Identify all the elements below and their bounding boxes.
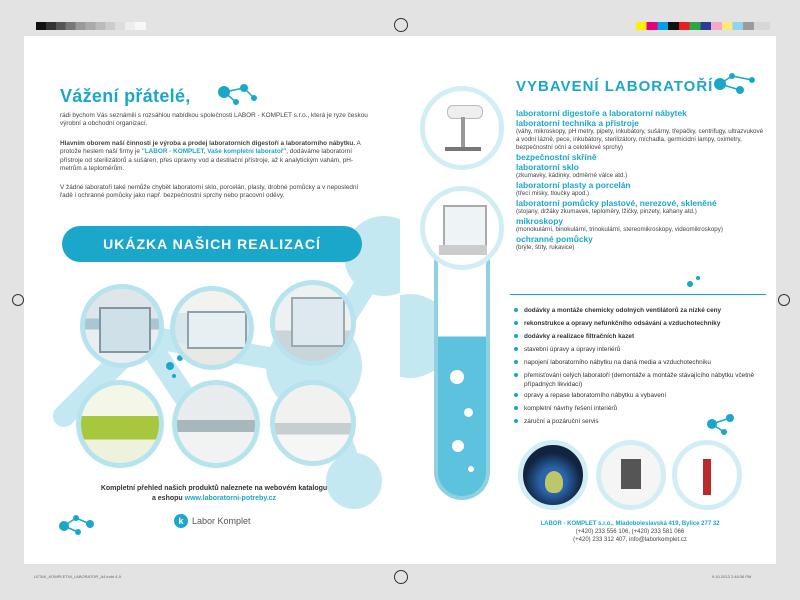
service-item xyxy=(514,332,764,345)
bullet-icon xyxy=(514,321,518,325)
stool-seat-shape xyxy=(447,105,483,119)
service-item xyxy=(514,358,764,371)
category-desc: (zkumavky, kádinky, odměrné válce atd.) xyxy=(516,172,628,179)
category-desc: (váhy, mikroskopy, pH metry, pipety, inkubátory, sušárny, třepačky, centrifugy, ultrazvukové a vodní lázně, pece, inkubátory, sterilizátory, míchadla, germicidní lampy, oximetry, bezpečnostní oční a celotělové sprchy) xyxy=(516,128,764,151)
fume-hood-shape xyxy=(99,307,151,353)
intro-paragraph: rádi bychom Vás seznámili s rozsáhlou nabídkou společnosti LABOR - KOMPLET s.r.o., která je ryze českou výrobní a obchodní organizací. xyxy=(60,112,368,128)
bullet-icon xyxy=(514,393,518,397)
catalog-line-1: Kompletní přehled našich produktů naleznete na webovém katalogu xyxy=(100,485,328,492)
realization-photo-3 xyxy=(270,280,356,366)
category-list xyxy=(516,108,766,252)
equipment-paragraph: V žádné laboratoři také nemůže chybět laboratorní sklo, porcelán, plasty, drobné pomůcky a v neposlední řadě i ochranné pomůcky jako např. bezpečnostní sprchy nebo pracovní oděvy. xyxy=(60,184,359,200)
bullet-icon xyxy=(514,373,518,377)
catalog-url-link[interactable]: www.laboratorni-potreby.cz xyxy=(184,495,277,502)
service-text: stavební úpravy a úpravy interiérů xyxy=(524,346,621,353)
stool-base-shape xyxy=(445,147,481,151)
stirrer-device-image xyxy=(596,440,666,510)
category-item xyxy=(516,152,766,162)
category-desc: (stojany, držáky zkumavek, teploměry, lžičky, pinzety, kahany atd.) xyxy=(516,208,697,215)
main-activity-paragraph xyxy=(60,140,370,174)
company-address: LABOR - KOMPLET s.r.o., Mladoboleslavská 419, Bylice 277 32 xyxy=(540,521,720,527)
service-item xyxy=(514,345,764,358)
service-item xyxy=(514,306,764,319)
service-text: dodávky a montáže chemicky odolných ventilátorů za nízké ceny xyxy=(524,307,722,314)
divider-line xyxy=(510,294,766,295)
catalog-prefix: a eshopu xyxy=(151,495,185,502)
greeting-heading: Vážení přátelé, xyxy=(60,86,191,106)
company-phone: (+420) 233 556 106, (+420) 233 581 066 xyxy=(575,529,685,535)
category-item xyxy=(516,108,766,118)
test-tube-graphic xyxy=(434,230,490,500)
tube-bubble xyxy=(452,440,464,452)
service-item xyxy=(514,319,764,332)
hood-window-shape xyxy=(291,297,345,347)
equipment-heading: VYBAVENÍ LABORATOŘÍ xyxy=(516,78,714,95)
category-item xyxy=(516,216,766,234)
glassware-image xyxy=(518,440,588,510)
service-text: napojení laboratorního nábytku na daná media a vzduchotechniku xyxy=(524,359,711,366)
registration-mark-left xyxy=(12,294,24,306)
registration-mark-right xyxy=(778,294,790,306)
realization-photo-1 xyxy=(80,284,164,368)
left-page xyxy=(24,36,400,564)
cabinet-shape xyxy=(187,311,247,349)
analytical-balance-image xyxy=(420,186,504,270)
balance-shape xyxy=(443,205,487,249)
service-text: záruční a pozáruční servis xyxy=(524,418,599,425)
service-text: dodávky a realizace filtračních kazet xyxy=(524,333,635,340)
tube-bubble xyxy=(464,408,473,417)
category-desc: (třecí misky, tloučky apod.) xyxy=(516,190,590,197)
realizations-banner-text: UKÁZKA NAŠICH REALIZACÍ xyxy=(103,236,321,252)
date-slug: 9.10.2013 2:48:36 PM xyxy=(712,574,752,579)
service-item xyxy=(514,371,764,391)
catalog-info xyxy=(64,484,364,504)
category-title: mikroskopy xyxy=(516,216,564,226)
registration-mark-bottom xyxy=(394,570,408,584)
category-title: laboratorní pomůcky plastové, nerezové, skleněné xyxy=(516,198,717,208)
service-item xyxy=(514,404,764,417)
company-slogan: "LABOR - KOMPLET, Vaše kompletní laboratoř" xyxy=(141,148,287,156)
burner-shape xyxy=(703,459,711,495)
service-item xyxy=(514,391,764,404)
company-contact xyxy=(500,520,760,544)
bullet-icon xyxy=(514,308,518,312)
category-title: laboratorní technika a přístroje xyxy=(516,118,639,128)
service-item xyxy=(514,417,764,430)
balance-base-shape xyxy=(439,245,487,255)
logo-text: Labor Komplet xyxy=(192,516,251,526)
activity-bold-text: Hlavním oborem naší činnosti je výroba a prodej laboratorních digestoří a laboratorního nábytku. xyxy=(60,140,356,147)
category-title: laboratorní plasty a porcelán xyxy=(516,180,631,190)
right-page xyxy=(400,36,776,564)
bullet-icon xyxy=(514,360,518,364)
service-text: rekonstrukce a opravy nefunkčního odsávání a vzduchotechniky xyxy=(524,320,721,327)
flask-shape xyxy=(545,471,563,493)
service-text: kompletní návrhy řešení interiérů xyxy=(524,405,618,412)
category-title: laboratorní digestoře a laboratorní nábytek xyxy=(516,108,687,118)
category-item xyxy=(516,180,766,198)
category-title: laboratorní sklo xyxy=(516,162,579,172)
category-item xyxy=(516,162,766,180)
activity-rest-text: , dodáváme laboratorní přístroje od sterilizátorů a sušáren, přes úpravny vod a destilační přístroje, až k analytickým vahám, pH-metrům a teploměrům. xyxy=(60,148,354,173)
catalog-line-2 xyxy=(64,494,364,504)
logo-mark-icon: k xyxy=(174,514,188,528)
service-text: přemisťování celých laboratoří (demontáže a montáže stávajícího nábytku včetně případných likvidací) xyxy=(524,372,755,388)
category-item xyxy=(516,198,766,216)
device-body-shape xyxy=(621,459,641,489)
realization-photo-5 xyxy=(172,380,260,468)
category-item xyxy=(516,234,766,252)
realization-photo-4 xyxy=(76,380,164,468)
lab-stool-image xyxy=(420,86,504,170)
company-logo xyxy=(174,514,251,528)
file-slug: LETAK_KOMPLETNI_LABORATOR_A4.indd 4-5 xyxy=(34,574,121,579)
bullet-icon xyxy=(514,406,518,410)
bullet-icon xyxy=(514,347,518,351)
color-bar xyxy=(636,22,770,30)
registration-mark-top xyxy=(394,18,408,32)
service-text: opravy a repase laboratorního nábytku a vybavení xyxy=(524,392,667,399)
burner-image xyxy=(672,440,742,510)
tube-bubble xyxy=(450,370,464,384)
company-email[interactable]: (+420) 233 312 407, info@laborkomplet.cz xyxy=(573,537,687,543)
realization-photo-2 xyxy=(170,286,254,370)
category-item xyxy=(516,118,766,152)
tube-bubble xyxy=(468,466,474,472)
realizations-banner xyxy=(62,226,362,262)
activity-text: A protože heslem naší firmy je xyxy=(60,140,361,156)
category-desc: (brýle, štíty, rukavice) xyxy=(516,244,575,251)
realization-photo-6 xyxy=(270,380,356,466)
stool-stem-shape xyxy=(461,117,465,147)
bullet-icon xyxy=(514,419,518,423)
bullet-icon xyxy=(514,334,518,338)
grayscale-bar xyxy=(36,22,146,30)
services-list xyxy=(514,306,764,430)
category-desc: (monokulární, binokulární, trinokulární, stereomikroskopy, videomikroskopy) xyxy=(516,226,723,233)
category-title: ochranné pomůcky xyxy=(516,234,593,244)
category-title: bezpečnostní skříně xyxy=(516,152,597,162)
